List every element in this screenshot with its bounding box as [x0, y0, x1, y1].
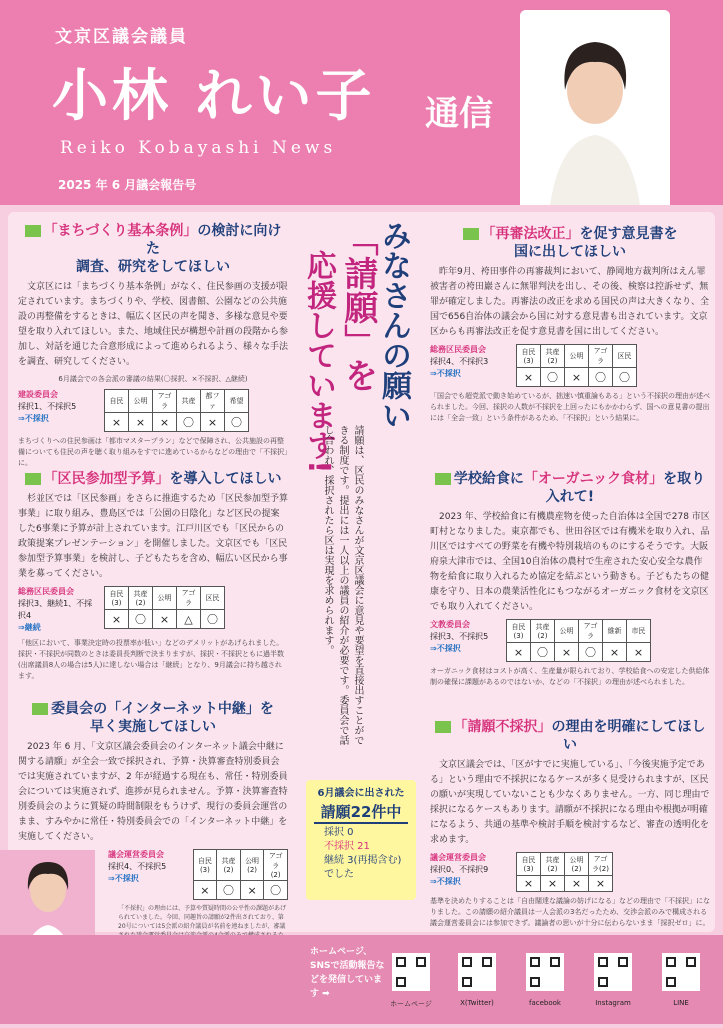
vote-table: 自民(3) 共産(2) 公明(2) アゴラ(2) × × × ×: [516, 852, 613, 892]
header-name: 小林 れい子: [52, 64, 376, 129]
vote-table: 自民(3) 共産(2) 公明 アゴラ 区民 × 〇 × 〇 〇: [516, 344, 637, 387]
vote-note: 「他区において、事業決定時の投票率が低い」などのデメリットがあげられました。採択・不採択が同数のときは委員長判断で決まりますが、採択・不採択ともに過半数(出席議員8人の場合は5人)に達しない場合は「継続」となり、9月議会に持ち越されます。: [18, 639, 284, 680]
portrait-image: [520, 10, 670, 205]
vote-note: オーガニック食材はコストが高く、生産量が限られており、学校給食への安定した供給体制の確保に課題があるのではないか、などの「不採択」の理由が述べられました。: [430, 667, 710, 686]
section-yosan: [18, 470, 288, 682]
catch-ouen: 応援しています!: [301, 250, 336, 474]
section-saishin: [430, 225, 710, 424]
section-kihon-jorei: [18, 222, 288, 469]
link-twitter[interactable]: X(Twitter): [460, 999, 494, 1007]
link-facebook[interactable]: facebook: [529, 999, 561, 1007]
vote-result: 建設委員会 採択1、不採択5 ⇒不採択 自民 公明 アゴラ 共産 都ファ 希望 × × × 〇 × 〇: [18, 389, 288, 432]
section-body: 文京区には「まちづくり基本条例」がなく、住民参画の支援が限定されています。まちづくりや、学校、図書館、公園などの公共施設の再整備をするときは、幅広く区民の声を聞き、多様な意見や要望を取り入れてほしい。また、地域住民が構想や計画の段階から参加し、対話を通じた合意形成によって進められるよう、様々な手法を調査、研究してください。: [18, 282, 289, 367]
section-organic: [430, 470, 710, 688]
vote-note: まちづくりへの住民参画は「都市マスタープラン」などで保障され、公共施設の再整備についても住民の声を聴く取り組みをすでに進めているからなどの理由で「不採択」に。: [18, 437, 288, 467]
section-title: 「請願不採択」の理由を明確にしてほしい: [430, 718, 710, 754]
vote-table: 自民(3) 共産(2) 公明 アゴラ 維新 市民 × 〇 × 〇 × ×: [506, 619, 651, 662]
qr-twitter-icon[interactable]: [458, 953, 496, 991]
section-body: 杉並区では「区民参画」をさらに推進するため「区民参加型予算事業」に取り組み、豊島区では「公園の日陰化」など区民の提案した6事業に予算が計上されています。江戸川区でも「区民からの政策提案プレゼンテーション」を開催しました。文京区でも「区民参加型予算事業」を検討し、子どもたちを含め、幅広い区民から事業を募ってください。: [18, 494, 289, 579]
vote-result: 議会運営委員会 採択4、不採択5 ⇒不採択 自民(3) 共産(2) 公明(2) アゴラ(2) × 〇 × 〇: [108, 849, 288, 900]
section-title: 「まちづくり基本条例」の検討に向けた 調査、研究をしてほしい: [18, 222, 288, 276]
vote-note: 「国会でも超党派で動き始めているが、拙速い慎重論もある」という不採択の理由が述べられました。今回、採択の人数が不採択を上回ったにもかかわらず、国への意見書の提出には「全会一致」という条件があるため、「不採択」という結果に。: [430, 392, 710, 422]
flag-icon: [25, 473, 41, 485]
catch-negai: みなさんの願い: [376, 220, 411, 430]
header-issue: 2025 年 6 月議会報告号: [58, 178, 197, 192]
vote-table: 自民(3) 共産(2) 公明 アゴラ 区民 × 〇 × △ 〇: [104, 586, 225, 629]
vote-table: 自民 公明 アゴラ 共産 都ファ 希望 × × × 〇 × 〇: [104, 389, 249, 432]
header-subtitle: 文京区議会議員: [55, 27, 188, 47]
header-name-en: Reiko Kobayashi News: [60, 138, 337, 158]
qr-instagram-icon[interactable]: [594, 953, 632, 991]
vote-table: 自民(3) 共産(2) 公明(2) アゴラ(2) × 〇 × 〇: [193, 849, 288, 900]
vote-note: 「不採択」の理由には、予算や質疑時間の公平性の課題があげられていました。今回、同趣旨の請願が2件出されており、第20号については5会派の紹介議員が名前を連ねましたが、審議: [118, 905, 287, 930]
link-line[interactable]: LINE: [673, 999, 689, 1007]
flag-icon: [463, 228, 479, 240]
flag-icon: [25, 225, 41, 237]
flag-icon: [435, 473, 451, 485]
vote-note: 基準を決めたりすることは「自由闊達な議論の妨げになる」などの理由で「不採択」になりました。この請願の紹介議員は一人会派の3名だったため、交渉会派のみで構成される議会運営委員会には参加できず。議論者の思いが十分に伝わらないまま「採択ゼロ」に。: [430, 897, 710, 927]
section-fusaitaku: [430, 718, 710, 929]
flag-icon: [32, 703, 48, 715]
qr-homepage-icon[interactable]: [392, 953, 430, 991]
header: [0, 0, 723, 205]
vote-caption: 6月議会での各会派の審議の結果(〇採択、×不採択、△継続): [58, 375, 248, 383]
link-homepage[interactable]: ホームページ: [390, 1000, 432, 1008]
header-tsushin: 通信: [425, 94, 493, 134]
link-instagram[interactable]: Instagram: [595, 999, 631, 1007]
section-body: 2023 年、学校給食に有機農産物を使った自治体は全国で278 市区町村となりました。東京都でも、世田谷区では有機米を取り入れ、品川区ではすべての野菜を有機や特別栽培のものにするそうです。大阪府泉大津市では、全国10自治体の農村で生産された安心安全な農作物を給食に取り入れるため協定を結ぶという動きも。子どもたちの健康を守り、日本の農業活性化にもつながるオーガニック食材を文京区でも取り入れてください。: [430, 512, 710, 612]
qr-line-icon[interactable]: [662, 953, 700, 991]
section-title: 「再審法改正」を促す意見書を 国に出してほしい: [430, 225, 710, 261]
vote-result: 総務区民委員会 採択3、継続1、不採択4 ⇒継続 自民(3) 共産(2) 公明 アゴラ 区民 × 〇 × △ 〇: [18, 586, 288, 634]
vote-result: 文教委員会 採択3、不採択5 ⇒不採択 自民(3) 共産(2) 公明 アゴラ 維新 市民 × 〇 × 〇 × ×: [430, 619, 710, 662]
footer-message: ホームページ、SNSで活動報告などを発信しています ➡: [310, 947, 385, 999]
vote-result: 総務区民委員会 採択4、不採択3 ⇒不採択 自民(3) 共産(2) 公明 アゴラ 区民 × 〇 × 〇 〇: [430, 344, 710, 387]
petition-count-box: 6月議会に出された 請願22件中 採択 0 不採択 21 継続 3(再掲含む) でした: [306, 780, 416, 900]
center-explanation: 請願は、区民のみなさんが文京区議会に意見や要望を直接出すことができる制度です。提出には一人以上の議員の紹介が必要です。委員会で話し合われ、採択されたら区は実現を求められます。: [322, 425, 363, 745]
qr-facebook-icon[interactable]: [526, 953, 564, 991]
flag-icon: [435, 721, 451, 733]
catch-seigan: 「請願」を: [338, 222, 378, 392]
footer: [0, 935, 723, 1024]
section-title: 「区民参加型予算」を導入してほしい: [18, 470, 288, 488]
section-body: 文京区議会では、「区がすでに実施している」、「今後実施予定である」という理由で不採択になるケースが多く見受けられますが、区民の願いが実現していないことも少なくありません。一方、同じ理由で採択になるケースもあります。請願が不採択になる理由や根拠が明確になるよう、共通の基準や検討手順を検討するなど、審査の透明化を求めます。: [430, 760, 710, 845]
section-body: 昨年9月、袴田事件の再審裁判において、静岡地方裁判所はえん罪被害者の袴田巖さんに無罪判決を出し、その後、検察は控訴せず、無罪が確定しました。再審法の改正を求める国民の声は大きくなり、全国で656自治体の議会から国に対する意見書も出されています。文京区からも再審法改正を促す意見書を国に出してください。: [430, 267, 710, 337]
section-title: 学校給食に「オーガニック食材」を取り入れて!: [430, 470, 710, 506]
section-title: 委員会の「インターネット中継」を 早く実施してほしい: [18, 700, 288, 736]
vote-result: 議会運営委員会 採択0、不採択9 ⇒不採択 自民(3) 共産(2) 公明(2) アゴラ(2) × × × ×: [430, 852, 710, 892]
section-body: 2023 年 6 月、「文京区議会委員会のインターネット議会中継に関する請願」が全会一致で採択され、予算・決算審査特別委員会では実施されていますが、2 年が経過する現在も、常任・特別委員会については実施されず、進捗が見られません。予算・決算審査特別委員会のように質疑の時間制限をもうけず、現行の委員会運営のまま、すみやかに常任・特別委員会での「インターネット中継」を実施してください。: [18, 742, 288, 842]
